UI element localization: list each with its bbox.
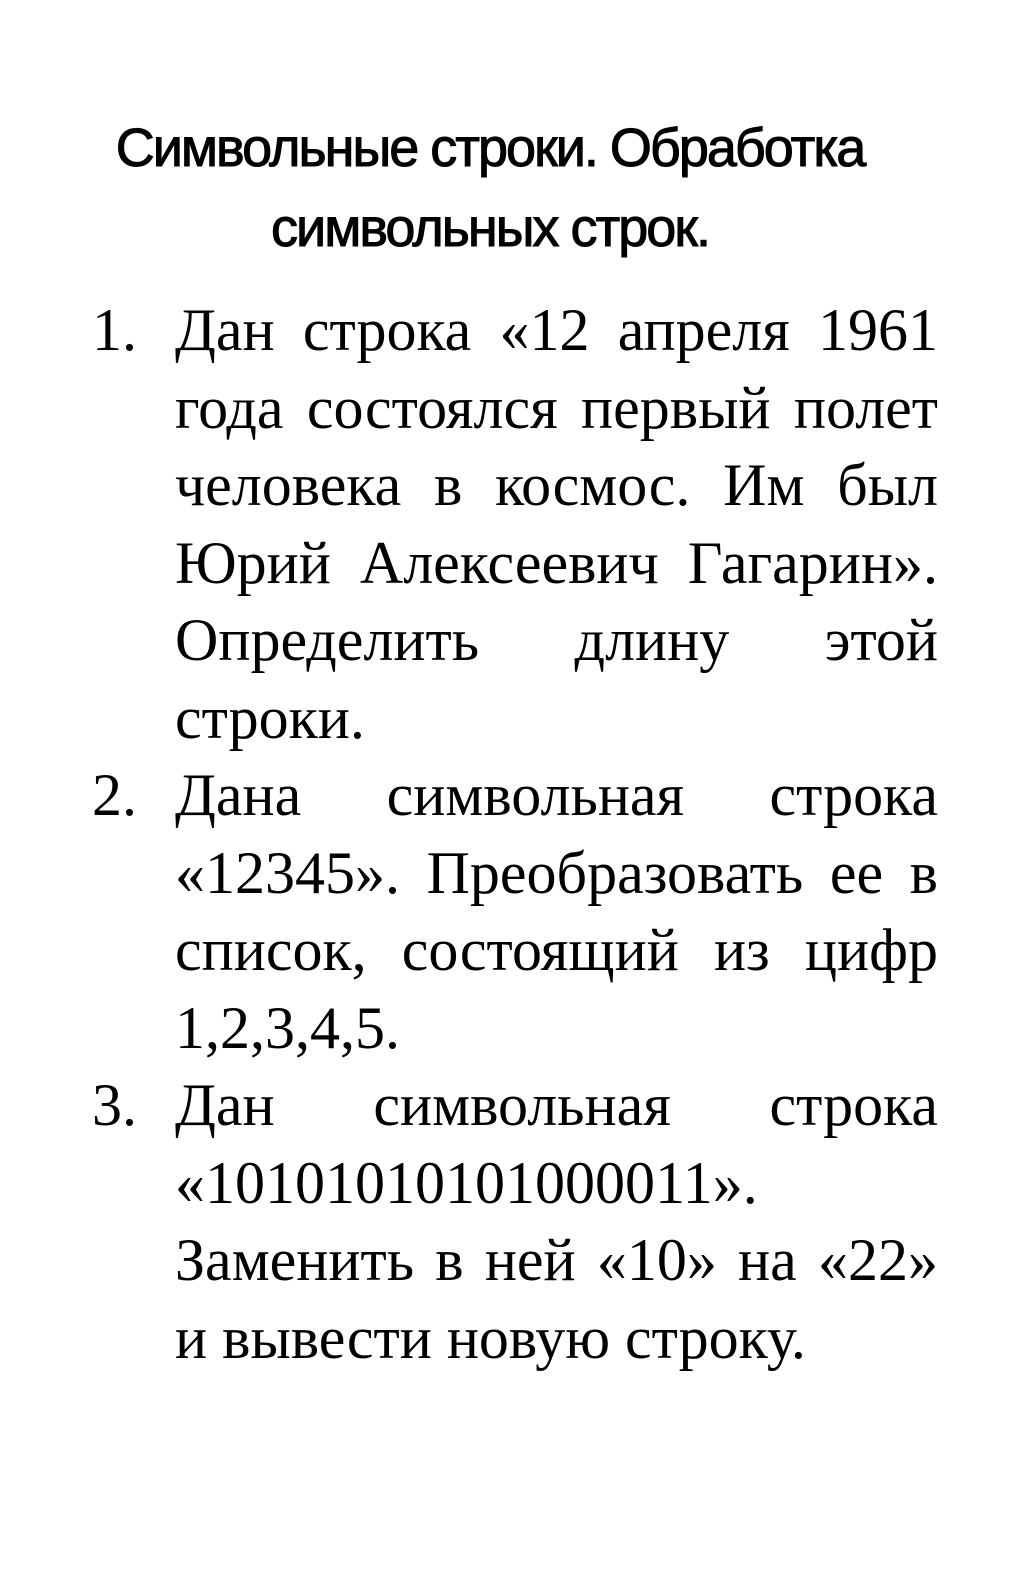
task-text: Дана символьная строка «12345». Преобразовать ее в список, состоящий из цифр 1,2,3,4,5. <box>175 762 938 1061</box>
task-item-2 <box>0 757 1020 1067</box>
task-item-1 <box>0 292 1020 757</box>
task-text: Дан строка «12 апреля 1961 года состоялся первый полет человека в космос. Им был Юрий Алексеевич Гагарин». Определить длину этой строки. <box>175 297 938 751</box>
page-title: Символьные строки. Обработка символьных строк. <box>115 118 865 258</box>
task-number: 3. <box>92 1072 137 1138</box>
task-text: Дан символьная строка «10101010101000011». Заменить в ней «10» на «22» и вывести новую строку. <box>175 1072 938 1371</box>
task-number: 2. <box>92 762 137 828</box>
task-list <box>0 292 1020 1377</box>
task-item-3 <box>0 1067 1020 1377</box>
task-number: 1. <box>92 297 137 363</box>
